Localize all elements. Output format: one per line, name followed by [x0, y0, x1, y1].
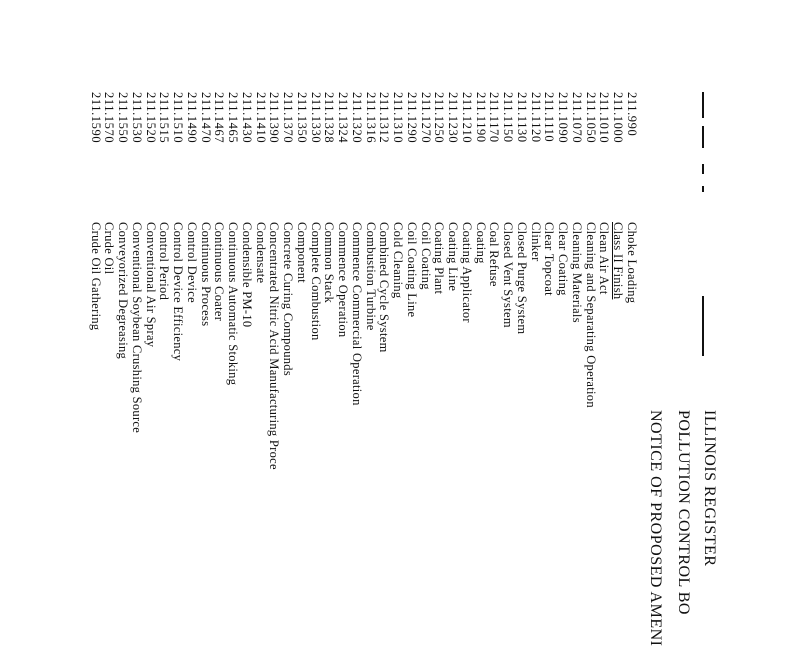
section-number: 211.1290 — [405, 92, 419, 144]
section-number: 211.1530 — [130, 92, 144, 144]
defined-term: Coating Applicator — [460, 222, 474, 323]
section-number: 211.1515 — [157, 92, 172, 144]
section-number: 211.1120 — [528, 92, 543, 143]
defined-term: Clinker — [528, 222, 543, 262]
defined-term: Continuous Automatic Stoking — [226, 222, 241, 386]
section-number: 211.1130 — [515, 92, 529, 143]
list-item — [184, 0, 198, 618]
list-item — [88, 0, 102, 618]
list-item — [349, 0, 363, 618]
section-number: 211.1010 — [597, 92, 612, 144]
defined-term: Combustion Turbine — [363, 222, 378, 331]
register-heading: ILLINOIS REGISTER — [701, 410, 718, 567]
defined-term: Coal Refuse — [487, 222, 502, 287]
list-item — [583, 0, 597, 618]
list-item — [446, 0, 460, 618]
section-number: 211.1510 — [171, 92, 186, 144]
section-number: 211.1590 — [88, 92, 103, 144]
defined-term: Clean Air Act — [597, 222, 612, 295]
defined-term: Concrete Curing Compounds — [281, 222, 296, 377]
section-number: 211.1210 — [460, 92, 474, 144]
section-number: 211.1320 — [350, 92, 364, 144]
defined-term: Conveyorized Degreasing — [116, 222, 131, 360]
defined-term: Closed Vent System — [501, 222, 516, 328]
defined-term: Cleaning Materials — [570, 222, 584, 323]
defined-term: Coating Line — [446, 222, 461, 292]
section-number: 211.1312 — [377, 92, 392, 144]
defined-term: Condensible PM-10 — [240, 222, 254, 328]
section-number: 211.1550 — [116, 92, 131, 144]
list-item — [116, 0, 130, 618]
list-item — [473, 0, 487, 618]
section-number: 211.1090 — [556, 92, 571, 144]
list-item — [391, 0, 405, 618]
list-item — [432, 0, 446, 618]
list-item — [418, 0, 432, 618]
list-item — [501, 0, 515, 618]
defined-term: Cold Cleaning — [391, 222, 406, 299]
defined-term: Control Device Efficiency — [171, 222, 186, 362]
list-item — [281, 0, 295, 618]
header-rule — [702, 296, 704, 356]
section-number: 211.1170 — [487, 92, 502, 143]
section-number: 211.1330 — [308, 92, 323, 144]
section-number: 211.1520 — [143, 92, 158, 144]
list-item — [487, 0, 501, 618]
list-item — [171, 0, 185, 618]
board-heading: POLLUTION CONTROL BO — [675, 410, 692, 615]
list-item — [404, 0, 418, 618]
defined-term: Crude Oil Gathering — [88, 222, 103, 331]
section-number: 211.1430 — [240, 92, 254, 144]
defined-term: Commence Operation — [336, 222, 351, 338]
list-item — [611, 0, 625, 618]
section-number: 211.1310 — [391, 92, 406, 144]
header-rule — [702, 126, 704, 148]
defined-term: Class II Finish — [611, 222, 626, 300]
defined-term: Coating Plant — [432, 222, 447, 295]
section-number: 211.1410 — [253, 92, 268, 144]
section-number: 211.1316 — [363, 92, 378, 144]
notice-heading: NOTICE OF PROPOSED AMENI — [647, 410, 664, 646]
list-item — [157, 0, 171, 618]
section-number: 211.1000 — [611, 92, 626, 144]
list-item — [308, 0, 322, 618]
section-number: 211.1050 — [583, 92, 598, 144]
header-rule — [702, 92, 704, 118]
list-item — [129, 0, 143, 618]
defined-term: Control Device — [185, 222, 199, 303]
defined-term: Crude Oil — [102, 222, 117, 275]
section-number: 211.1190 — [473, 92, 488, 143]
section-number: 211.1350 — [295, 92, 309, 144]
defined-term: Choke Loading — [625, 222, 639, 304]
list-item — [253, 0, 267, 618]
list-item — [102, 0, 116, 618]
list-item — [143, 0, 157, 618]
list-item — [569, 0, 583, 618]
defined-term: Continuous Coater — [212, 222, 227, 322]
defined-term: Conventional Air Spray — [143, 222, 158, 348]
defined-term: Coil Coating — [418, 222, 433, 290]
list-item — [226, 0, 240, 618]
header-rule — [702, 164, 704, 174]
defined-term: Continuous Process — [198, 222, 213, 327]
list-item — [459, 0, 473, 618]
defined-term: Control Period — [157, 222, 172, 301]
section-number: 211.1465 — [226, 92, 241, 144]
list-item — [542, 0, 556, 618]
defined-term: Condensate — [253, 222, 268, 284]
defined-term: Common Stack — [322, 222, 337, 304]
list-item — [239, 0, 253, 618]
definition-section-list — [88, 0, 638, 618]
defined-term: Closed Purge System — [515, 222, 529, 335]
list-item — [556, 0, 570, 618]
defined-term: Clear Topcoat — [542, 222, 557, 296]
section-number: 211.1370 — [281, 92, 296, 144]
defined-term: Combined Cycle System — [377, 222, 392, 353]
list-item — [514, 0, 528, 618]
section-number: 211.1390 — [267, 92, 282, 144]
defined-term: Concentrated Nitric Acid Manufacturing Proce — [267, 222, 282, 470]
defined-term: Coating — [473, 222, 488, 264]
list-item — [267, 0, 281, 618]
list-item — [198, 0, 212, 618]
defined-term: Conventional Soybean Crushing Source — [130, 222, 144, 434]
section-number: 211.1324 — [336, 92, 351, 144]
list-item — [528, 0, 542, 618]
section-number: 211.1270 — [418, 92, 433, 144]
section-number: 211.990 — [625, 92, 639, 137]
list-item — [212, 0, 226, 618]
list-item — [336, 0, 350, 618]
list-item — [363, 0, 377, 618]
section-number: 211.1470 — [198, 92, 213, 144]
header-rule — [702, 186, 704, 192]
defined-term: Component — [295, 222, 309, 284]
list-item — [294, 0, 308, 618]
section-number: 211.1328 — [322, 92, 337, 144]
list-item — [377, 0, 391, 618]
list-item — [597, 0, 611, 618]
section-number: 211.1570 — [102, 92, 117, 144]
section-number: 211.1110 — [542, 92, 557, 143]
section-number: 211.1230 — [446, 92, 461, 144]
list-item — [624, 0, 638, 618]
section-number: 211.1070 — [570, 92, 584, 144]
section-number: 211.1490 — [185, 92, 199, 144]
defined-term: Complete Combustion — [308, 222, 323, 341]
defined-term: Coil Coating Line — [405, 222, 419, 318]
section-number: 211.1150 — [501, 92, 516, 143]
list-item — [322, 0, 336, 618]
defined-term: Cleaning and Separating Operation — [583, 222, 598, 408]
defined-term: Commence Commercial Operation — [350, 222, 364, 406]
section-number: 211.1250 — [432, 92, 447, 144]
section-number: 211.1467 — [212, 92, 227, 144]
defined-term: Clear Coating — [556, 222, 571, 296]
